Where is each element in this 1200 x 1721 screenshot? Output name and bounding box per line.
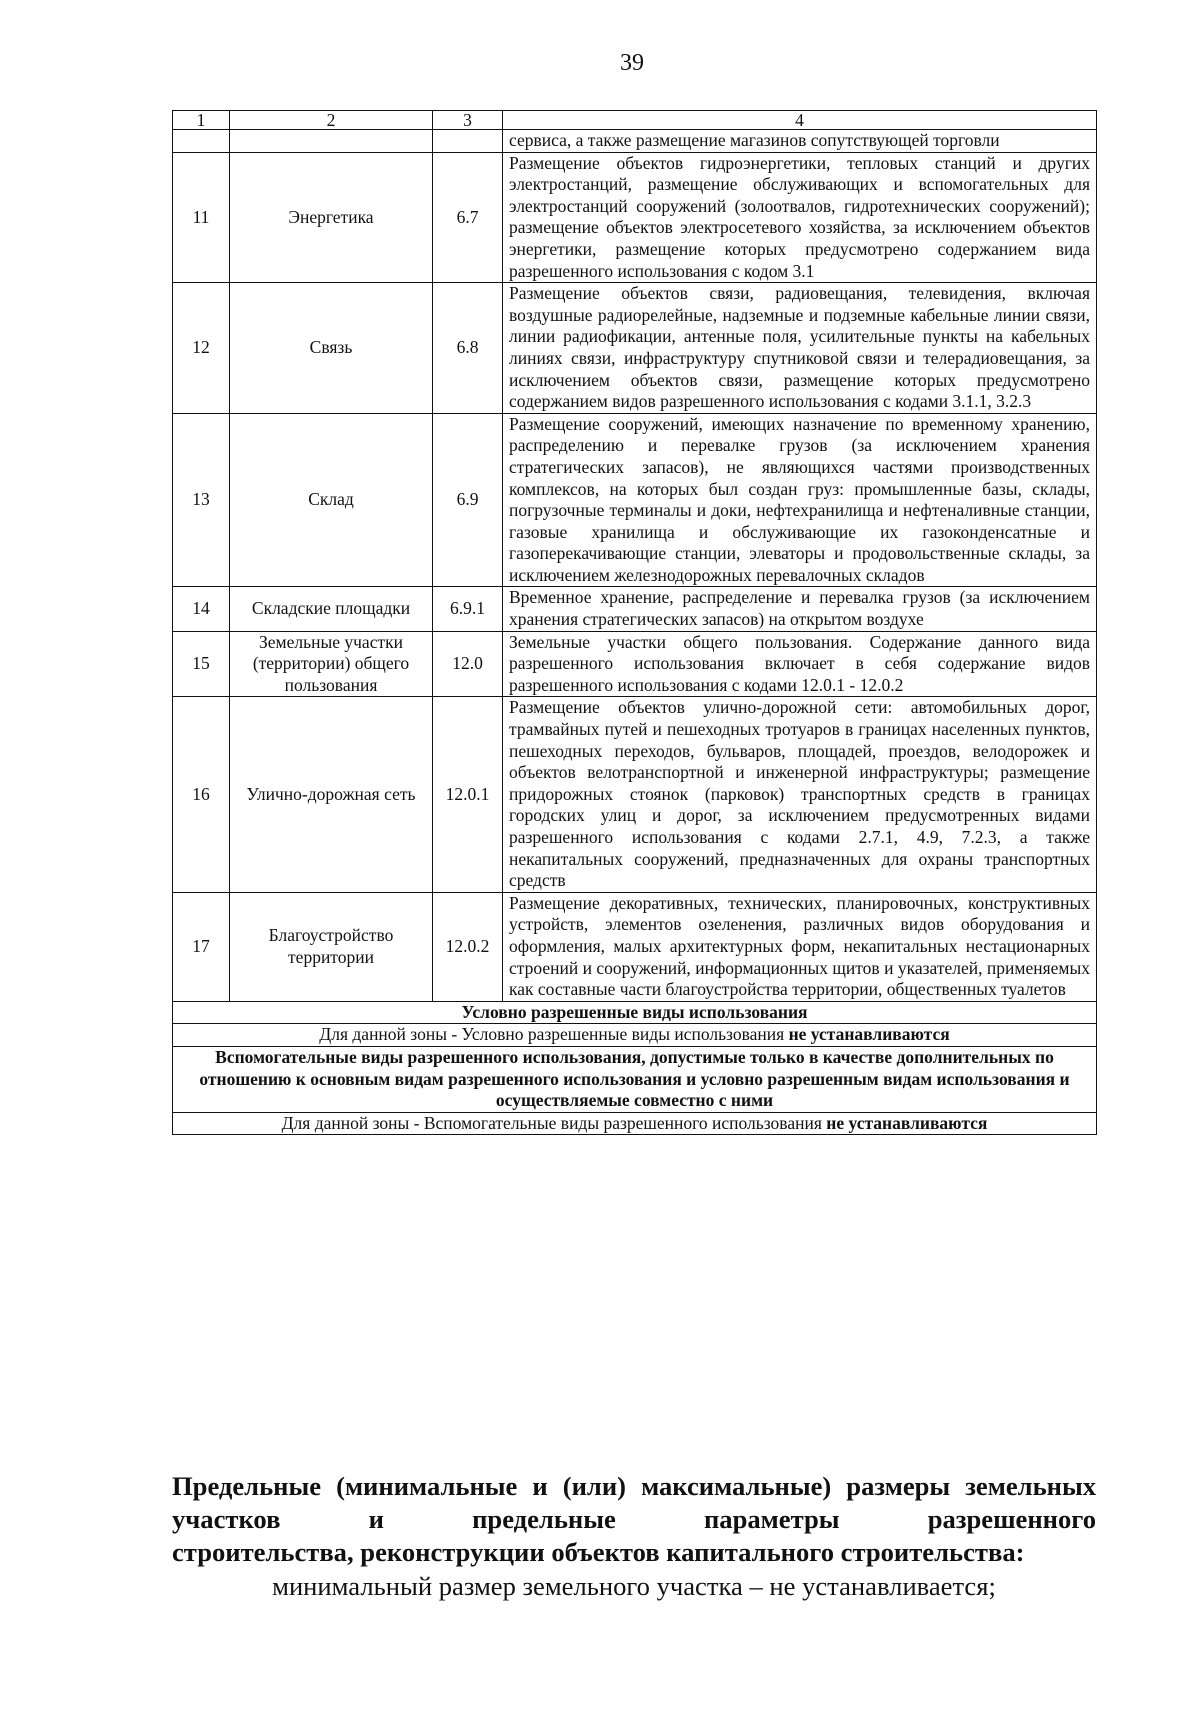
min-plot-size-text: минимальный размер земельного участка – не устанавливается; [272, 1571, 996, 1601]
header-cell: 1 [173, 111, 230, 130]
section-note-row [173, 1024, 1097, 1047]
land-use-table [172, 110, 1097, 1135]
heading-line: Предельные (минимальные и (или) максимальные) размеры [172, 1471, 951, 1501]
auxiliary-uses-title: Вспомогательные виды разрешенного использования, допустимые только в качестве дополнительных по отношению к основным видам разрешенного использования и условно разрешенным видам использования и осуществляемые совместно с ними [173, 1046, 1097, 1112]
use-code: 6.7 [433, 152, 503, 283]
table-row [173, 587, 1097, 631]
table-row [173, 892, 1097, 1001]
conditional-uses-title: Условно разрешенные виды использования [173, 1001, 1097, 1024]
use-description: Земельные участки общего пользования. Содержание данного вида разрешенного использования включает в себя содержание видов разрешенного использования с кодами 12.0.1 - 12.0.2 [503, 631, 1097, 697]
use-name: Складские площадки [230, 587, 433, 631]
use-code: 12.0.2 [433, 892, 503, 1001]
use-code: 6.8 [433, 283, 503, 414]
conditional-uses-note [173, 1024, 1097, 1047]
use-code: 6.9 [433, 413, 503, 587]
table-row [173, 130, 1097, 153]
section-note-row [173, 1112, 1097, 1135]
row-number: 14 [173, 587, 230, 631]
use-description: Размещение объектов улично-дорожной сети: автомобильных дорог, трамвайных путей и пешеходных тротуаров в границах населенных пунктов, пешеходных переходов, бульваров, площадей, проездов, велодорожек и объектов велотранспортной и инженерной инфраструктуры; размещение придорожных стоянок (парковок) транспортных средств в границах городских улиц и дорог, за исключением предусмотренных видами разрешенного использования с кодами 2.7.1, 4.9, 7.2.3, а также некапитальных сооружений, предназначенных для охраны транспортных средств [503, 697, 1097, 892]
row-number: 15 [173, 631, 230, 697]
section-title-row [173, 1001, 1097, 1024]
row-number: 17 [173, 892, 230, 1001]
use-name: Земельные участки (территории) общего пользования [230, 631, 433, 697]
section-title-row [173, 1046, 1097, 1112]
conditional-note-emphasis: не устанавливаются [788, 1024, 950, 1045]
row-number: 13 [173, 413, 230, 587]
conditional-note-text: Для данной зоны - Условно разрешенные виды использования [319, 1024, 789, 1045]
use-name: Благоустройство территории [230, 892, 433, 1001]
heading-line: строительства, реконструкции объектов капитального строительства: [172, 1537, 1025, 1567]
use-description: Размещение декоративных, технических, планировочных, конструктивных устройств, элементов озеленения, различных видов оборудования и оформления, малых архитектурных форм, некапитальных нестационарных строений и сооружений, информационных щитов и указателей, применяемых как составные части благоустройства территории, общественных туалетов [503, 892, 1097, 1001]
table-row [173, 152, 1097, 283]
table-row [173, 697, 1097, 892]
table-row [173, 631, 1097, 697]
use-description: Размещение объектов гидроэнергетики, тепловых станций и других электростанций, размещение обслуживающих и вспомогательных для электростанций сооружений (золоотвалов, гидротехнических сооружений); размещение объектов электросетевого хозяйства, за исключением объектов энергетики, размещение которых предусмотрено содержанием вида разрешенного использования с кодом 3.1 [503, 152, 1097, 283]
table-header-row [173, 111, 1097, 130]
heading-line: земельных участков и предельные параметры разрешенного [172, 1471, 1097, 1534]
auxiliary-note-text: Для данной зоны - Вспомогательные виды разрешенного использования [281, 1112, 827, 1133]
parameters-heading [172, 1470, 1096, 1569]
table-row [173, 283, 1097, 414]
use-code [433, 130, 503, 153]
use-description: Временное хранение, распределение и перевалка грузов (за исключением хранения стратегических запасов) на открытом воздухе [503, 587, 1097, 631]
row-number [173, 130, 230, 153]
use-name: Энергетика [230, 152, 433, 283]
header-cell: 2 [230, 111, 433, 130]
use-description: Размещение сооружений, имеющих назначение по временному хранению, распределению и перевалке грузов (за исключением хранения стратегических запасов), не являющихся частями производственных комплексов, на которых был создан груз: промышленные базы, склады, погрузочные терминалы и доки, нефтехранилища и нефтеналивные станции, газовые хранилища и обслуживающие их газоконденсатные и газоперекачивающие станции, элеваторы и продовольственные склады, за исключением железнодорожных перевалочных складов [503, 413, 1097, 587]
auxiliary-note-emphasis: не устанавливаются [826, 1112, 988, 1133]
row-number: 11 [173, 152, 230, 283]
use-name [230, 130, 433, 153]
row-number: 16 [173, 697, 230, 892]
page-number: 39 [620, 50, 644, 76]
auxiliary-uses-note [173, 1112, 1097, 1135]
header-cell: 4 [503, 111, 1097, 130]
use-name: Связь [230, 283, 433, 414]
use-name: Улично-дорожная сеть [230, 697, 433, 892]
use-description: сервиса, а также размещение магазинов сопутствующей торговли [503, 130, 1097, 153]
use-name: Склад [230, 413, 433, 587]
table-row [173, 413, 1097, 587]
row-number: 12 [173, 283, 230, 414]
header-cell: 3 [433, 111, 503, 130]
use-description: Размещение объектов связи, радиовещания, телевидения, включая воздушные радиорелейные, надземные и подземные кабельные линии связи, линии радиофикации, антенные поля, усилительные пункты на кабельных линиях связи, инфраструктуру спутниковой связи и телерадиовещания, за исключением объектов связи, размещение которых предусмотрено содержанием видов разрешенного использования с кодами 3.1.1, 3.2.3 [503, 283, 1097, 414]
use-code: 6.9.1 [433, 587, 503, 631]
use-code: 12.0 [433, 631, 503, 697]
use-code: 12.0.1 [433, 697, 503, 892]
